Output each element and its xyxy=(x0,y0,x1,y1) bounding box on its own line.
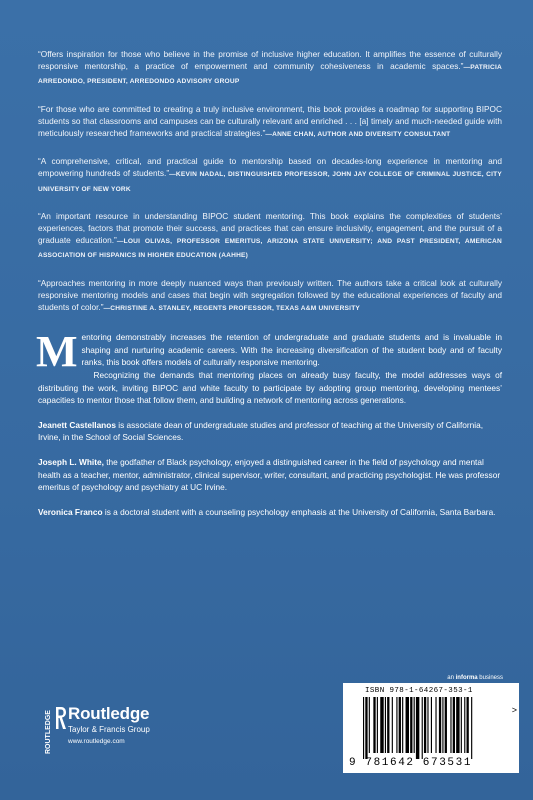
author-name: Joseph L. White, xyxy=(38,457,104,467)
barcode-bar xyxy=(363,697,364,759)
barcode-bar xyxy=(445,697,447,753)
blurb-quote xyxy=(38,277,502,316)
barcode-bar xyxy=(464,697,465,753)
isbn-text: ISBN 978-1-64267-353-1 xyxy=(365,687,473,695)
barcode-bars xyxy=(363,697,511,759)
barcode-bar xyxy=(365,697,367,759)
barcode-bar xyxy=(373,697,375,753)
barcode-bar xyxy=(422,697,423,759)
blurb-quote xyxy=(38,210,502,263)
author-bio xyxy=(38,506,502,519)
blurb-quote xyxy=(38,48,502,89)
routledge-vertical-mark xyxy=(38,702,54,756)
barcode-bar xyxy=(442,697,443,753)
informa-tagline xyxy=(447,675,503,681)
ean-digits: 9 781642 673531 xyxy=(349,757,473,769)
author-name: Jeanett Castellanos xyxy=(38,419,116,430)
quote-attribution: —KEVIN NADAL, DISTINGUISHED PROFESSOR, JOHN JAY COLLEGE OF CRIMINAL JUSTICE, CITY UNIVERSITY OF NEW YORK xyxy=(38,171,502,193)
barcode-bar xyxy=(416,697,419,759)
blurb-quote xyxy=(38,155,502,196)
author-bio-text: the godfather of Black psychology, enjoyed a distinguished career in the field of psychology and mental health as a teacher, mentor, administrator, clinical supervisor, writer, consultant, and practicing psychologist. He was professor emeritus of psychology and psychiatry at UC Irvine. xyxy=(38,457,501,493)
barcode-bar xyxy=(380,697,383,753)
informa-prefix: an xyxy=(447,675,456,681)
informa-suffix: business xyxy=(477,675,503,681)
routledge-vertical-text: ROUTLEDGE xyxy=(45,710,52,754)
barcode-bar xyxy=(431,697,432,753)
informa-brand: informa xyxy=(455,675,478,681)
quote-text: “Offers inspiration for those who believe in the promise of inclusive higher education. It amplifies the essence of culturally responsive mentorship, a practice of empowerment and community cohesiveness in academic spaces.” xyxy=(38,49,502,72)
description-paragraph xyxy=(36,327,502,377)
barcode-bar xyxy=(439,697,441,753)
drop-cap: M xyxy=(36,327,78,377)
routledge-r-icon xyxy=(55,706,67,730)
blurb-quote xyxy=(38,103,502,142)
barcode-bar xyxy=(471,697,472,759)
barcode-bar xyxy=(427,697,428,753)
publisher-logo xyxy=(38,700,238,760)
cover-content xyxy=(38,48,502,518)
description-text: entoring demonstrably increases the retention of undergraduate and graduate students and is invaluable in shaping and nurturing academic careers. With the increasing diversification of the student body and of faculty ranks, this book offers models of culturally responsive mentoring. xyxy=(81,332,502,368)
author-bio-text: is associate dean of undergraduate studies and professor of teaching at the University of California, Irvine, in the School of Social Sciences. xyxy=(38,419,484,443)
barcode-bar xyxy=(453,697,455,753)
author-bio xyxy=(38,456,502,494)
barcode-bar xyxy=(424,697,426,753)
author-name: Veronica Franco xyxy=(38,506,103,517)
barcode-bar xyxy=(450,697,451,753)
quote-attribution: —LOUI OLIVAS, PROFESSOR EMERITUS, ARIZONA STATE UNIVERSITY; AND PAST PRESIDENT, AMERICAN ASSOCIATION OF HISPANICS IN HIGHER EDUCATION (AAHHE) xyxy=(38,238,502,260)
barcode-quiet-zone-mark: > xyxy=(511,705,517,715)
author-bio xyxy=(38,419,502,444)
barcode-bar xyxy=(406,697,409,753)
barcode-bar xyxy=(377,697,378,753)
barcode-bar xyxy=(456,697,459,753)
publisher-group: Taylor & Francis Group xyxy=(68,725,150,734)
quote-text: “For those who are committed to creating a truly inclusive environment, this book provides a roadmap for supporting BIPOC students so that classrooms and campuses can be culturally relevant and enriched . . . [a] timely and much-needed guide with meticulously researched frameworks and practical strategies.” xyxy=(38,103,502,139)
quote-attribution: —ANNE CHAN, AUTHOR AND DIVERSITY CONSULTANT xyxy=(265,131,451,139)
publisher-text xyxy=(68,704,150,747)
barcode-bar xyxy=(387,697,389,753)
publisher-name: Routledge xyxy=(68,704,150,723)
quote-attribution: —PATRICIA ARREDONDO, PRESIDENT, ARREDONDO ADVISORY GROUP xyxy=(38,64,502,86)
barcode-bar xyxy=(385,697,386,753)
barcode-bar xyxy=(461,697,462,753)
quote-text: “Approaches mentoring in more deeply nuanced ways than previously written. The authors take a critical look at culturally responsive mentoring models and cases that begin with segregation followed by the educational experiences of faculty and students of color.” xyxy=(38,277,502,313)
quote-text: “An important resource in understanding BIPOC student mentoring. This book explains the complexities of students’ experiences, factors that promote their success, and practices that can ensure inclusivity, engagement, and the pursuit of a graduate education.” xyxy=(38,210,502,246)
author-bio-text: is a doctoral student with a counseling psychology emphasis at the University of California, Santa Barbara. xyxy=(102,506,496,517)
barcode-bar xyxy=(369,697,370,753)
barcode-bar xyxy=(396,697,397,753)
barcode-bar xyxy=(399,697,401,753)
barcode-bar xyxy=(435,697,436,753)
isbn-barcode xyxy=(343,683,519,773)
barcode-bar xyxy=(414,697,415,753)
quote-text: “A comprehensive, critical, and practical guide to mentorship based on decades-long experience in mentoring and empowering hundreds of students.” xyxy=(38,156,502,179)
barcode-bar xyxy=(410,697,412,753)
barcode-bar xyxy=(467,697,469,753)
barcode-bar xyxy=(392,697,393,753)
barcode-bar xyxy=(402,697,403,753)
description-paragraph xyxy=(38,369,502,407)
publisher-url: www.routledge.com xyxy=(68,738,125,745)
quote-attribution: —CHRISTINE A. STANLEY, REGENTS PROFESSOR, TEXAS A&M UNIVERSITY xyxy=(103,305,361,313)
description-text: Recognizing the demands that mentoring places on already busy faculty, the model addresses ways of distributing the work, inviting BIPOC and white faculty to participate by adopting group mentoring, developing mentees’ capacities to mentor those that follow them, and building a network of mentoring across generations. xyxy=(38,370,502,406)
